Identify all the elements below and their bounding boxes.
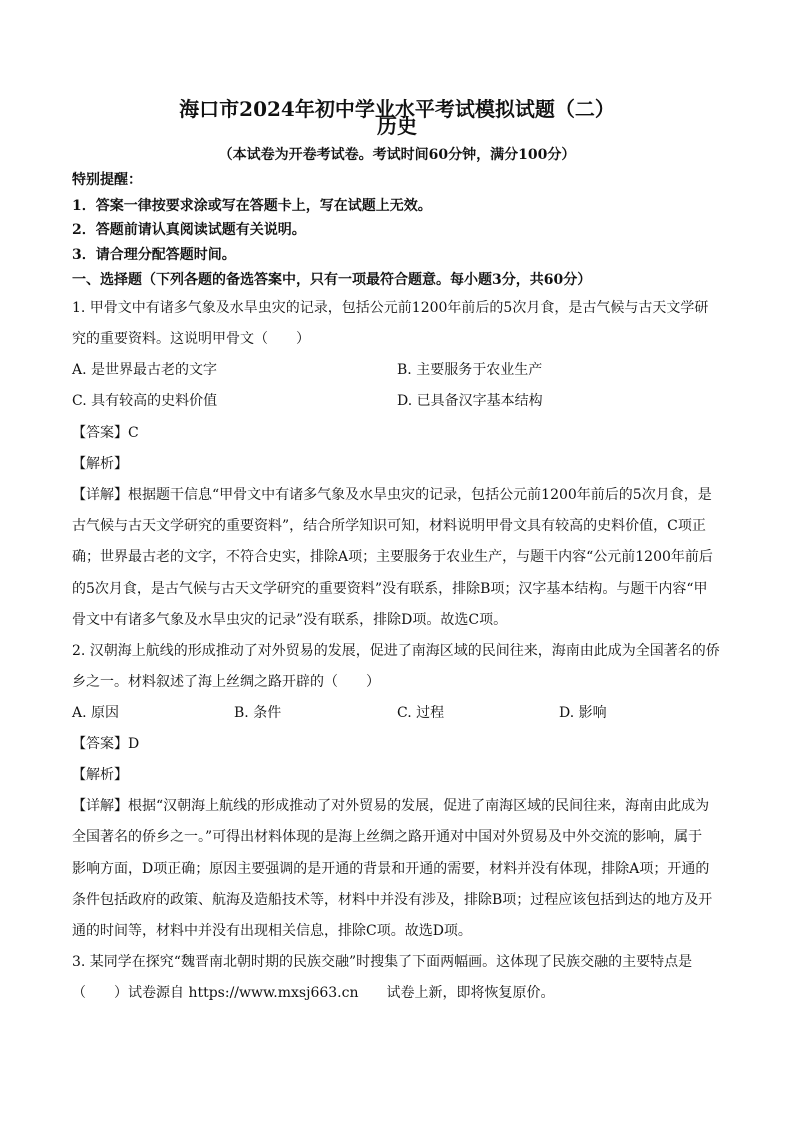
analysis-tag: 【解析】 <box>72 767 128 783</box>
detail-line: 骨文中有诸多气象及水旱虫灾的记录”没有联系，排除D项。故选C项。 <box>72 612 508 628</box>
exam-title: 海口市2024年初中学业水平考试模拟试题（二） <box>179 97 615 121</box>
option-c: C. 过程 <box>397 705 445 721</box>
option-b: B. 主要服务于农业生产 <box>397 362 543 378</box>
answer-tag: 【答案】 <box>72 736 128 752</box>
answer-value: D <box>128 736 140 752</box>
question-stem: 乡之一。材料叙述了海上丝绸之路开辟的（ ） <box>72 674 380 690</box>
option-a: A. 是世界最古老的文字 <box>72 362 218 378</box>
option-b: B. 条件 <box>234 705 282 721</box>
exam-note: （本试卷为开卷考试卷。考试时间60分钟，满分100分） <box>218 147 576 163</box>
detail-line: 确；世界最古老的文字，不符合史实，排除A项；主要服务于农业生产，与题干内容“公元前1200年前后 <box>72 549 713 565</box>
detail-text: 根据“汉朝海上航线的形成推动了对外贸易的发展，促进了南海区域的民间往来，海南由此成为 <box>128 798 710 814</box>
answer-line <box>72 426 139 440</box>
option-d: D. 已具备汉字基本结构 <box>397 393 543 409</box>
detail-line <box>72 488 712 502</box>
detail-tag: 【详解】 <box>72 487 128 503</box>
detail-line: 的5次月食，是古气候与古天文学研究的重要资料”没有联系，排除B项；汉字基本结构。与题干内容“甲 <box>72 581 708 597</box>
answer-tag: 【答案】 <box>72 425 128 441</box>
option-a: A. 原因 <box>72 705 120 721</box>
question-stem: 3. 某同学在探究“魏晋南北朝时期的民族交融”时搜集了下面两幅画。这体现了民族交融的主要特点是 <box>72 954 693 970</box>
question-stem: 究的重要资料。这说明甲骨文（ ） <box>72 331 310 347</box>
answer-line <box>72 737 139 751</box>
reminder-item: 2．答题前请认真阅读试题有关说明。 <box>72 222 306 238</box>
answer-value: C <box>128 425 139 441</box>
option-c: C. 具有较高的史料价值 <box>72 393 218 409</box>
reminder-item: 3．请合理分配答题时间。 <box>72 247 236 263</box>
question-stem: 1. 甲骨文中有诸多气象及水旱虫灾的记录，包括公元前1200年前后的5次月食，是古气候与古天文学研 <box>72 300 709 316</box>
section-heading: 一、选择题（下列各题的备选答案中，只有一项最符合题意。每小题3分，共60分） <box>72 272 592 288</box>
reminder-heading: 特别提醒： <box>72 172 142 188</box>
exam-subject: 历史 <box>377 114 417 138</box>
detail-line: 古气候与古天文学研究的重要资料”，结合所学知识可知，材料说明甲骨文具有较高的史料价值，C项正 <box>72 518 706 534</box>
detail-line: 影响方面，D项正确；原因主要强调的是开通的背景和开通的需要，材料并没有体现，排除A项；开通的 <box>72 861 710 877</box>
question-stem: 2. 汉朝海上航线的形成推动了对外贸易的发展，促进了南海区域的民间往来，海南由此成为全国著名的侨 <box>72 643 720 659</box>
detail-text: 根据题干信息“甲骨文中有诸多气象及水旱虫灾的记录，包括公元前1200年前后的5次月食，是 <box>128 487 712 503</box>
option-d: D. 影响 <box>559 705 607 721</box>
detail-tag: 【详解】 <box>72 798 128 814</box>
reminder-item: 1．答案一律按要求涂或写在答题卡上，写在试题上无效。 <box>72 198 432 214</box>
detail-line: 通的时间等，材料中并没有出现相关信息，排除C项。故选D项。 <box>72 923 472 939</box>
detail-line: 全国著名的侨乡之一。”可得出材料体现的是海上丝绸之路开通对中国对外贸易及中外交流的影响，属于 <box>72 829 703 845</box>
detail-line <box>72 799 709 813</box>
question-stem: （ ）试卷源自 https://www.mxsj663.cn 试卷上新，即将恢复原价。 <box>72 985 555 1001</box>
detail-line: 条件包括政府的政策、航海及造船技术等，材料中并没有涉及，排除B项；过程应该包括到达的地方及开 <box>72 892 713 908</box>
analysis-tag: 【解析】 <box>72 456 128 472</box>
